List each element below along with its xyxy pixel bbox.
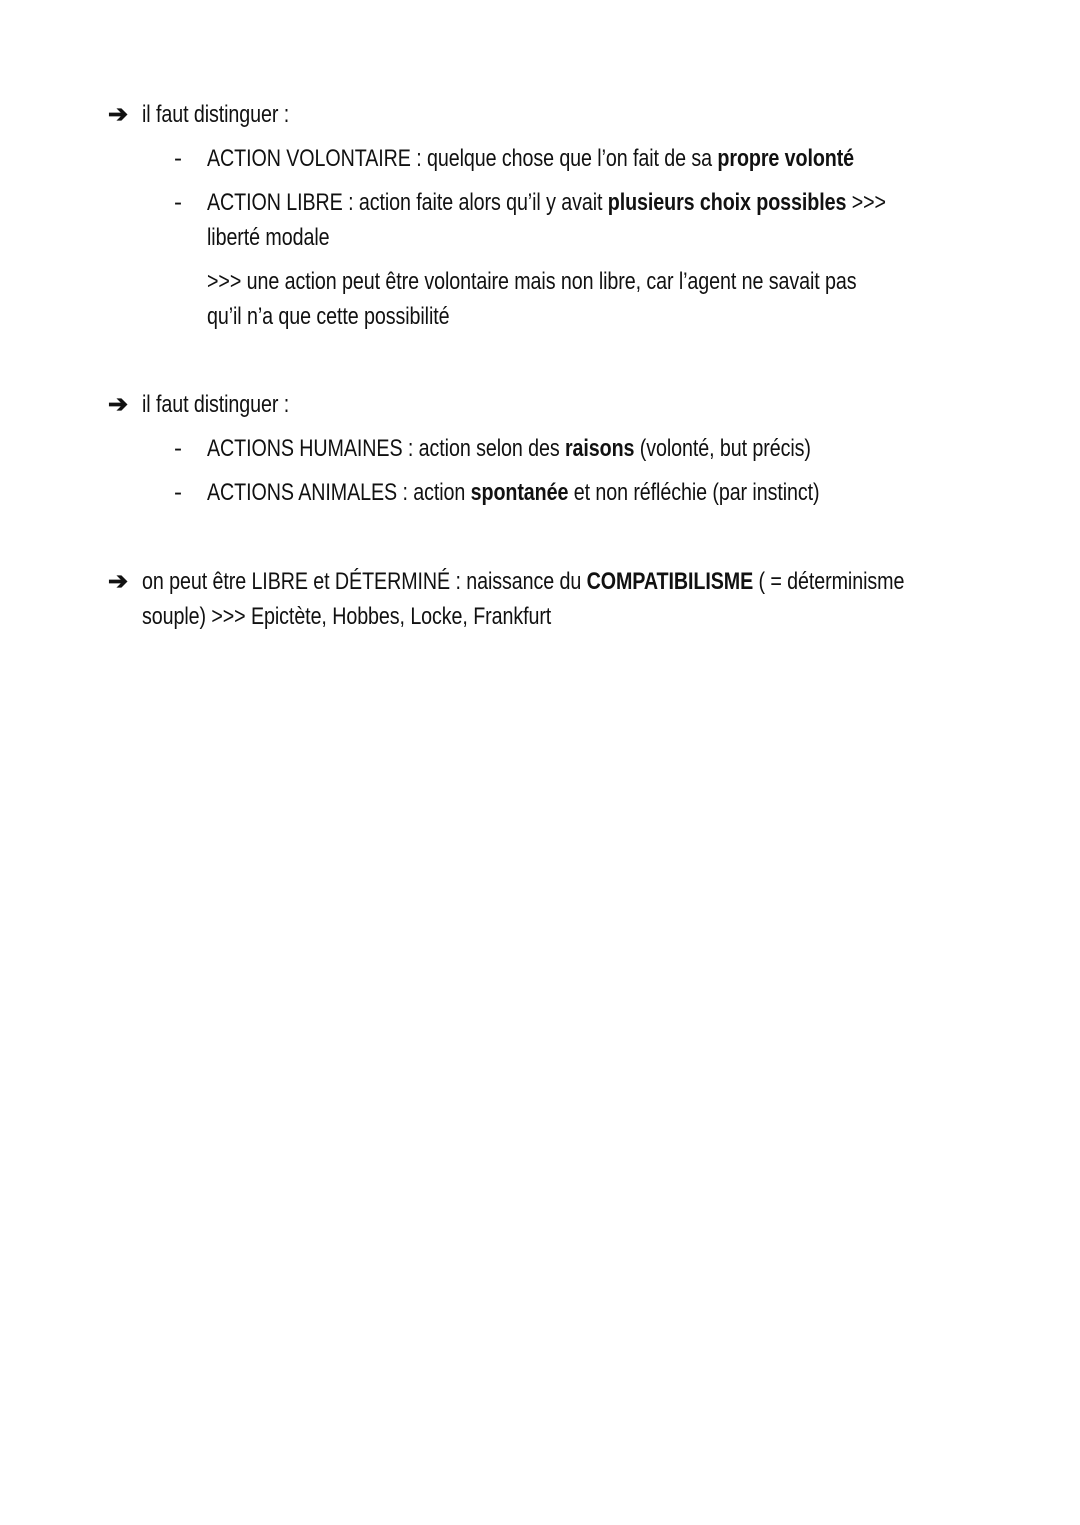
definition-text: : quelque chose que l’on fait de sa (410, 145, 718, 172)
definition-text: : action selon des (402, 435, 565, 462)
arrow-icon: ➔ (108, 101, 129, 128)
section-2-heading: il faut distinguer : (142, 391, 290, 418)
bold-emphasis: raisons (564, 435, 635, 462)
definition-text: : action (397, 479, 471, 506)
bullet-dash: - (174, 435, 182, 462)
list-item-action-volontaire (207, 141, 854, 176)
bullet-dash: - (174, 145, 182, 172)
definition-text: (volonté, but précis) (634, 435, 811, 462)
bold-emphasis: plusieurs choix possibles (607, 189, 847, 216)
bold-emphasis: COMPATIBILISME (586, 568, 754, 595)
note-line-1: >>> une action peut être volontaire mais non libre, car l’agent ne savait pas (207, 268, 857, 295)
term: ACTIONS HUMAINES (207, 435, 403, 462)
list-item-action-libre (207, 185, 886, 220)
note-line-2: qu’il n’a que cette possibilité (207, 303, 450, 330)
term: ACTION VOLONTAIRE (207, 145, 411, 172)
term: ACTION LIBRE (207, 189, 343, 216)
definition-text: : action faite alors qu’il y avait (342, 189, 608, 216)
list-item-continuation: liberté modale (207, 224, 330, 251)
list-item-actions-animales (207, 475, 819, 510)
compatibilisme-authors: souple) >>> Epictète, Hobbes, Locke, Frankfurt (142, 603, 552, 630)
bold-emphasis: spontanée (470, 479, 569, 506)
term: ACTIONS ANIMALES (207, 479, 398, 506)
statement-text: on peut être LIBRE et DÉTERMINÉ : naissance du (142, 568, 587, 595)
bullet-dash: - (174, 479, 182, 506)
definition-text: et non réfléchie (par instinct) (568, 479, 820, 506)
arrow-icon: ➔ (108, 568, 129, 595)
definition-text: >>> (846, 189, 886, 216)
list-item-actions-humaines (207, 431, 811, 466)
statement-text: ( = déterminisme (753, 568, 905, 595)
compatibilisme-statement (142, 564, 904, 599)
bullet-dash: - (174, 189, 182, 216)
section-1-heading: il faut distinguer : (142, 101, 290, 128)
bold-emphasis: propre volonté (717, 145, 855, 172)
arrow-icon: ➔ (108, 391, 129, 418)
